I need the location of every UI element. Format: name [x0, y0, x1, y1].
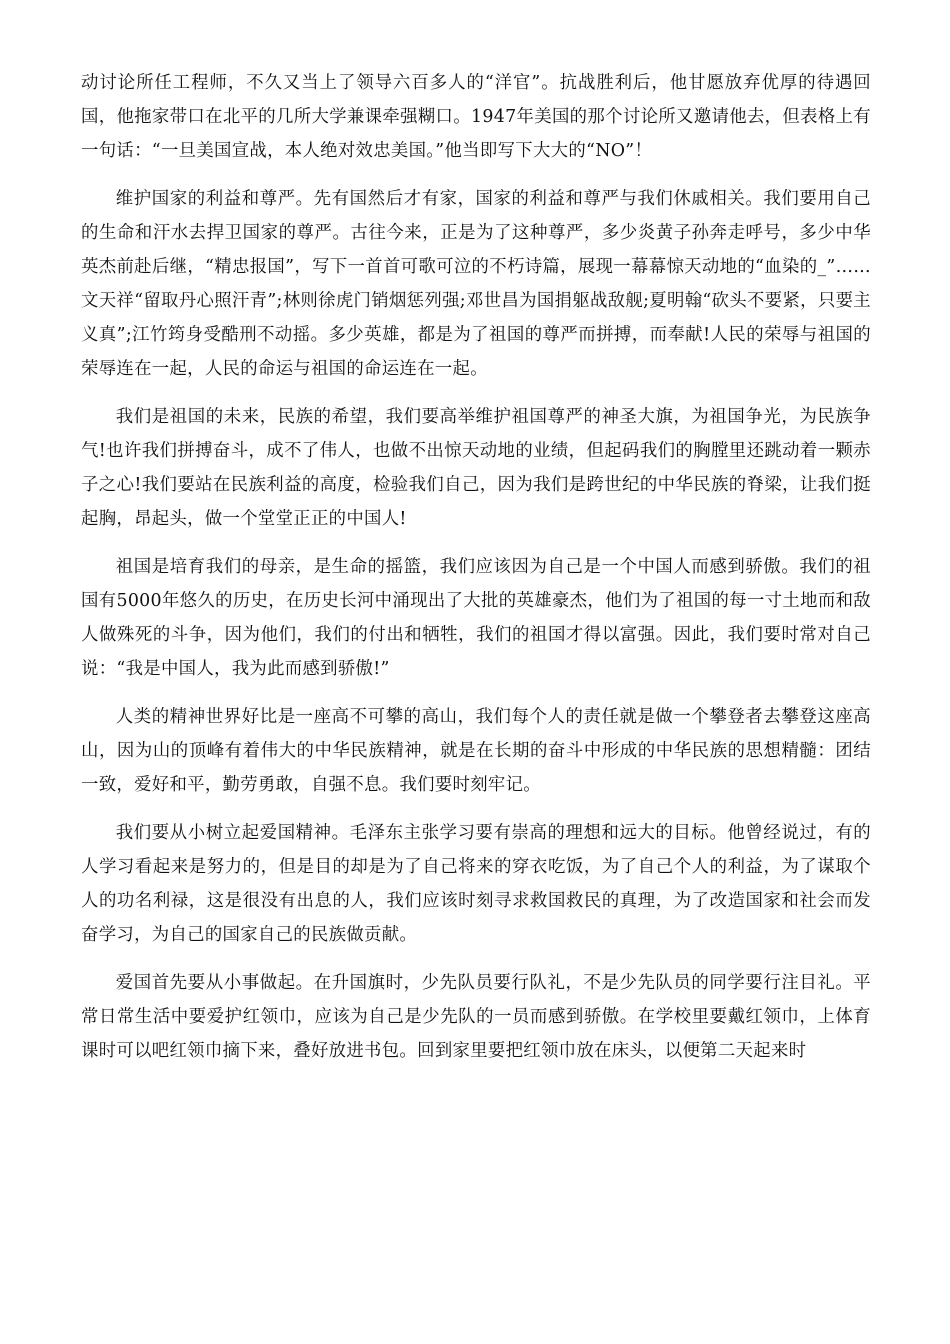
paragraph-1: 动讨论所任工程师，不久又当上了领导六百多人的“洋官”。抗战胜利后，他甘愿放弃优厚的待遇回国，他拖家带口在北平的几所大学兼课牵强糊口。1947年美国的那个讨论所又邀请他去，但表格上有一句话：“一旦美国宣战，本人绝对效忠美国。”他当即写下大大的“NO”！: [81, 73, 871, 161]
paragraph-4: 祖国是培育我们的母亲，是生命的摇篮，我们应该因为自己是一个中国人而感到骄傲。我们的祖国有5000年悠久的历史，在历史长河中涌现出了大批的英雄豪杰，他们为了祖国的每一寸土地而和敌人做殊死的斗争，因为他们，我们的付出和牺牲，我们的祖国才得以富强。因此，我们要时常对自己说：“我是中国人，我为此而感到骄傲!”: [81, 557, 871, 679]
paragraph-6: 我们要从小树立起爱国精神。毛泽东主张学习要有崇高的理想和远大的目标。他曾经说过，有的人学习看起来是努力的，但是目的却是为了自己将来的穿衣吃饭，为了自己个人的利益，为了谋取个人的功名利禄，这是很没有出息的人，我们应该时刻寻求救国救民的真理，为了改造国家和社会而发奋学习，为自己的国家自己的民族做贡献。: [81, 823, 871, 945]
document-page: [81, 66, 871, 1082]
paragraph-2: 维护国家的利益和尊严。先有国然后才有家，国家的利益和尊严与我们休戚相关。我们要用自己的生命和汗水去捍卫国家的尊严。古往今来，正是为了这种尊严，多少炎黄子孙奔走呼号，多少中华英杰前赴后继，“精忠报国”，写下一首首可歌可泣的不朽诗篇，展现一幕幕惊天动地的“血染的_”……文天祥“留取丹心照汗青”;林则徐虎门销烟惩列强;邓世昌为国捐躯战敌舰;夏明翰“砍头不要紧，只要主义真”;江竹筠身受酷刑不动摇。多少英雄，都是为了祖国的尊严而拼搏，而奉献!人民的荣辱与祖国的荣辱连在一起，人民的命运与祖国的命运连在一起。: [81, 189, 871, 379]
paragraph-3: 我们是祖国的未来，民族的希望，我们要高举维护祖国尊严的神圣大旗，为祖国争光，为民族争气!也许我们拼搏奋斗，成不了伟人，也做不出惊天动地的业绩，但起码我们的胸膛里还跳动着一颗赤子之心!我们要站在民族利益的高度，检验我们自己，因为我们是跨世纪的中华民族的脊梁，让我们挺起胸，昂起头，做一个堂堂正正的中国人!: [81, 407, 871, 529]
paragraph-5: 人类的精神世界好比是一座高不可攀的高山，我们每个人的责任就是做一个攀登者去攀登这座高山，因为山的顶峰有着伟大的中华民族精神，就是在长期的奋斗中形成的中华民族的思想精髓：团结一致，爱好和平，勤劳勇敢，自强不息。我们要时刻牢记。: [81, 707, 871, 795]
paragraph-7: 爱国首先要从小事做起。在升国旗时，少先队员要行队礼，不是少先队员的同学要行注目礼。平常日常生活中要爱护红领巾，应该为自己是少先队的一员而感到骄傲。在学校里要戴红领巾，上体育课时可以吧红领巾摘下来，叠好放进书包。回到家里要把红领巾放在床头，以便第二天起来时: [81, 973, 871, 1061]
